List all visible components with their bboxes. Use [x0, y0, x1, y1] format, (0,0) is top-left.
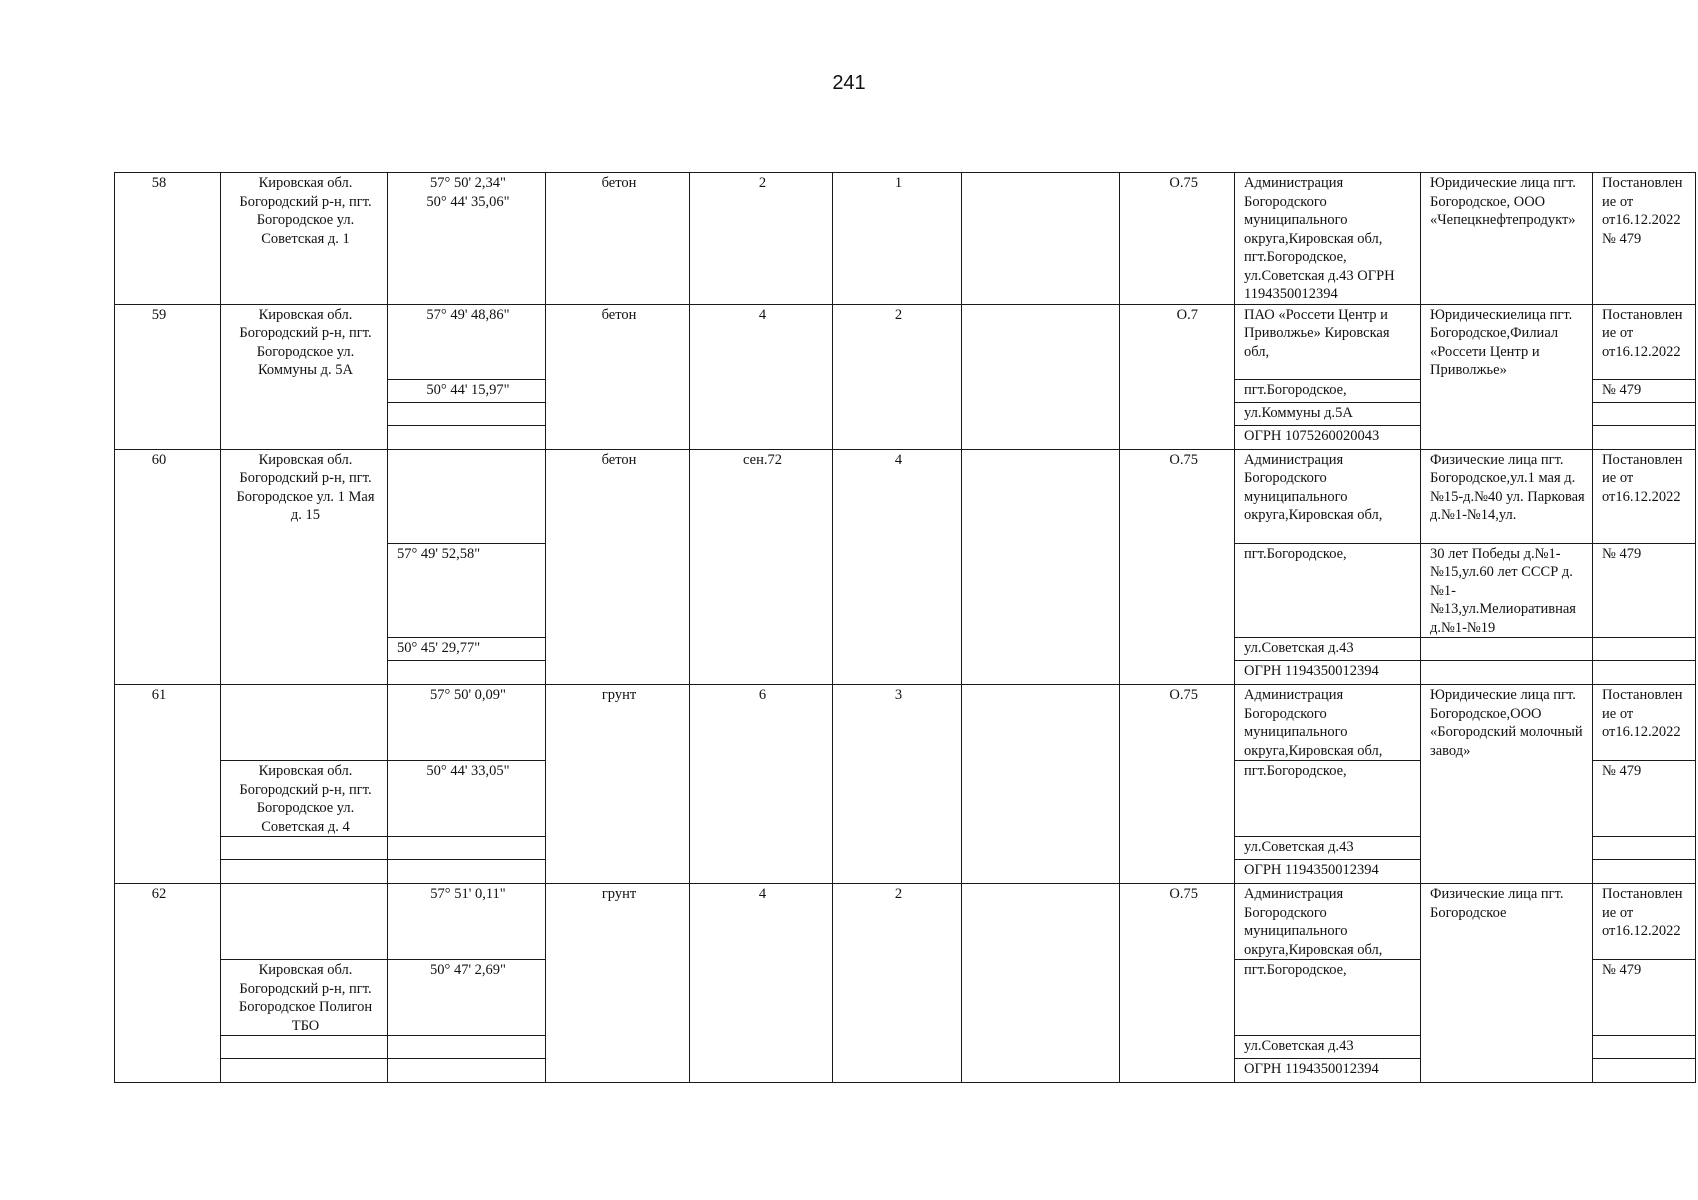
- coord-latitude: 57° 49' 48,86": [388, 304, 546, 379]
- container-count: 1: [833, 173, 962, 305]
- empty-cell: [388, 402, 546, 425]
- coord-longitude: 50° 44' 35,06": [426, 193, 510, 210]
- site-owner: Администрация Богородского муниципального округа,Кировская обл,: [1235, 449, 1421, 543]
- empty-cell: [962, 173, 1120, 305]
- empty-cell: [1593, 837, 1696, 860]
- table-row: [115, 449, 1696, 543]
- site-address: Кировская обл. Богородский р-н, пгт. Богородское ул. Коммуны д. 5А: [221, 304, 388, 449]
- empty-cell: [1593, 1036, 1696, 1059]
- site-owner: ПАО «Россети Центр и Приволжье» Кировская обл,: [1235, 304, 1421, 379]
- coord-longitude: 50° 45' 29,77": [388, 638, 546, 661]
- site-owner: ул.Советская д.43: [1235, 638, 1421, 661]
- empty-cell: [221, 685, 388, 761]
- site-owner: Администрация Богородского муниципального округа,Кировская обл,: [1235, 685, 1421, 761]
- container-volume: О.75: [1120, 449, 1235, 685]
- site-address: Кировская обл. Богородский р-н, пгт. Богородское ул. Советская д. 1: [221, 173, 388, 305]
- empty-cell: [221, 1036, 388, 1059]
- site-owner: ул.Советская д.43: [1235, 1036, 1421, 1059]
- waste-sources: Юридическиелица пгт. Богородское,Филиал «Россети Центр и Приволжье»: [1421, 304, 1593, 449]
- decree: Постановление от от16.12.2022: [1593, 884, 1696, 960]
- container-count: 2: [833, 884, 962, 1083]
- container-count: 2: [833, 304, 962, 449]
- coord-longitude: 50° 47' 2,69": [388, 960, 546, 1036]
- container-volume: О.75: [1120, 685, 1235, 884]
- site-area: 6: [690, 685, 833, 884]
- empty-cell: [1421, 661, 1593, 685]
- table-row: [115, 685, 1696, 761]
- coord-longitude: 50° 44' 15,97": [388, 379, 546, 402]
- surface-type: бетон: [546, 304, 690, 449]
- surface-type: бетон: [546, 449, 690, 685]
- decree: № 479: [1593, 543, 1696, 638]
- empty-cell: [962, 304, 1120, 449]
- empty-cell: [962, 449, 1120, 685]
- waste-sources: Юридические лица пгт. Богородское, ООО «Чепецкнефтепродукт»: [1421, 173, 1593, 305]
- site-number: 59: [115, 304, 221, 449]
- container-volume: О.75: [1120, 884, 1235, 1083]
- empty-cell: [221, 837, 388, 860]
- empty-cell: [962, 884, 1120, 1083]
- coord-latitude: 57° 49' 52,58": [388, 543, 546, 638]
- empty-cell: [1593, 638, 1696, 661]
- decree: № 479: [1593, 960, 1696, 1036]
- site-address: Кировская обл. Богородский р-н, пгт. Богородское ул. 1 Мая д. 15: [221, 449, 388, 685]
- site-owner: ОГРН 1075260020043: [1235, 425, 1421, 449]
- empty-cell: [388, 837, 546, 860]
- empty-cell: [388, 1059, 546, 1083]
- site-owner: пгт.Богородское,: [1235, 960, 1421, 1036]
- surface-type: бетон: [546, 173, 690, 305]
- empty-cell: [388, 860, 546, 884]
- site-owner: Администрация Богородского муниципального округа,Кировская обл,: [1235, 884, 1421, 960]
- site-coordinates: [388, 173, 546, 305]
- waste-sources: Физические лица пгт. Богородское,ул.1 мая д.№15-д.№40 ул. Парковая д.№1-№14,ул.: [1421, 449, 1593, 543]
- empty-cell: [1593, 425, 1696, 449]
- site-address: Кировская обл. Богородский р-н, пгт. Богородское ул. Советская д. 4: [221, 761, 388, 837]
- site-owner: пгт.Богородское,: [1235, 761, 1421, 837]
- site-number: 61: [115, 685, 221, 884]
- table-row: [115, 884, 1696, 960]
- site-number: 62: [115, 884, 221, 1083]
- site-area: 2: [690, 173, 833, 305]
- coord-latitude: 57° 51' 0,11": [388, 884, 546, 960]
- site-owner: ОГРН 1194350012394: [1235, 1059, 1421, 1083]
- decree: № 479: [1593, 761, 1696, 837]
- coord-latitude: 57° 50' 2,34": [430, 175, 506, 191]
- site-area: 4: [690, 884, 833, 1083]
- decree: Постановление от от16.12.2022: [1593, 449, 1696, 543]
- coord-latitude: 57° 50' 0,09": [388, 685, 546, 761]
- empty-cell: [388, 425, 546, 449]
- surface-type: грунт: [546, 884, 690, 1083]
- site-owner: Администрация Богородского муниципального округа,Кировская обл, пгт.Богородское, ул.Советская д.43 ОГРН 1194350012394: [1235, 173, 1421, 305]
- page-number: 241: [832, 72, 866, 94]
- empty-cell: [221, 860, 388, 884]
- waste-sources: Юридические лица пгт. Богородское,ООО «Богородский молочный завод»: [1421, 685, 1593, 884]
- waste-sources: Физические лица пгт. Богородское: [1421, 884, 1593, 1083]
- site-owner: ОГРН 1194350012394: [1235, 661, 1421, 685]
- site-number: 60: [115, 449, 221, 685]
- decree: Постановление от от16.12.2022: [1593, 685, 1696, 761]
- empty-cell: [1593, 860, 1696, 884]
- empty-cell: [388, 661, 546, 685]
- empty-cell: [221, 1059, 388, 1083]
- container-volume: О.7: [1120, 304, 1235, 449]
- empty-cell: [388, 1036, 546, 1059]
- surface-type: грунт: [546, 685, 690, 884]
- site-number: 58: [115, 173, 221, 305]
- site-area: сен.72: [690, 449, 833, 685]
- waste-sources: 30 лет Победы д.№1-№15,ул.60 лет СССР д.№1-№13,ул.Мелиоративная д.№1-№19: [1421, 543, 1593, 638]
- waste-sites-table: [114, 172, 1696, 1083]
- empty-cell: [1421, 638, 1593, 661]
- table-row: [115, 304, 1696, 379]
- site-area: 4: [690, 304, 833, 449]
- site-owner: пгт.Богородское,: [1235, 543, 1421, 638]
- coord-longitude: 50° 44' 33,05": [388, 761, 546, 837]
- empty-cell: [1593, 1059, 1696, 1083]
- empty-cell: [221, 884, 388, 960]
- site-owner: ОГРН 1194350012394: [1235, 860, 1421, 884]
- container-volume: О.75: [1120, 173, 1235, 305]
- site-owner: ул.Коммуны д.5А: [1235, 402, 1421, 425]
- empty-cell: [388, 449, 546, 543]
- site-owner: ул.Советская д.43: [1235, 837, 1421, 860]
- empty-cell: [1593, 661, 1696, 685]
- container-count: 3: [833, 685, 962, 884]
- table-row: [115, 173, 1696, 305]
- container-count: 4: [833, 449, 962, 685]
- site-owner: пгт.Богородское,: [1235, 379, 1421, 402]
- decree: Постановление от от16.12.2022 № 479: [1593, 173, 1696, 305]
- site-address: Кировская обл. Богородский р-н, пгт. Богородское Полигон ТБО: [221, 960, 388, 1036]
- empty-cell: [962, 685, 1120, 884]
- empty-cell: [1593, 402, 1696, 425]
- decree: № 479: [1593, 379, 1696, 402]
- decree: Постановление от от16.12.2022: [1593, 304, 1696, 379]
